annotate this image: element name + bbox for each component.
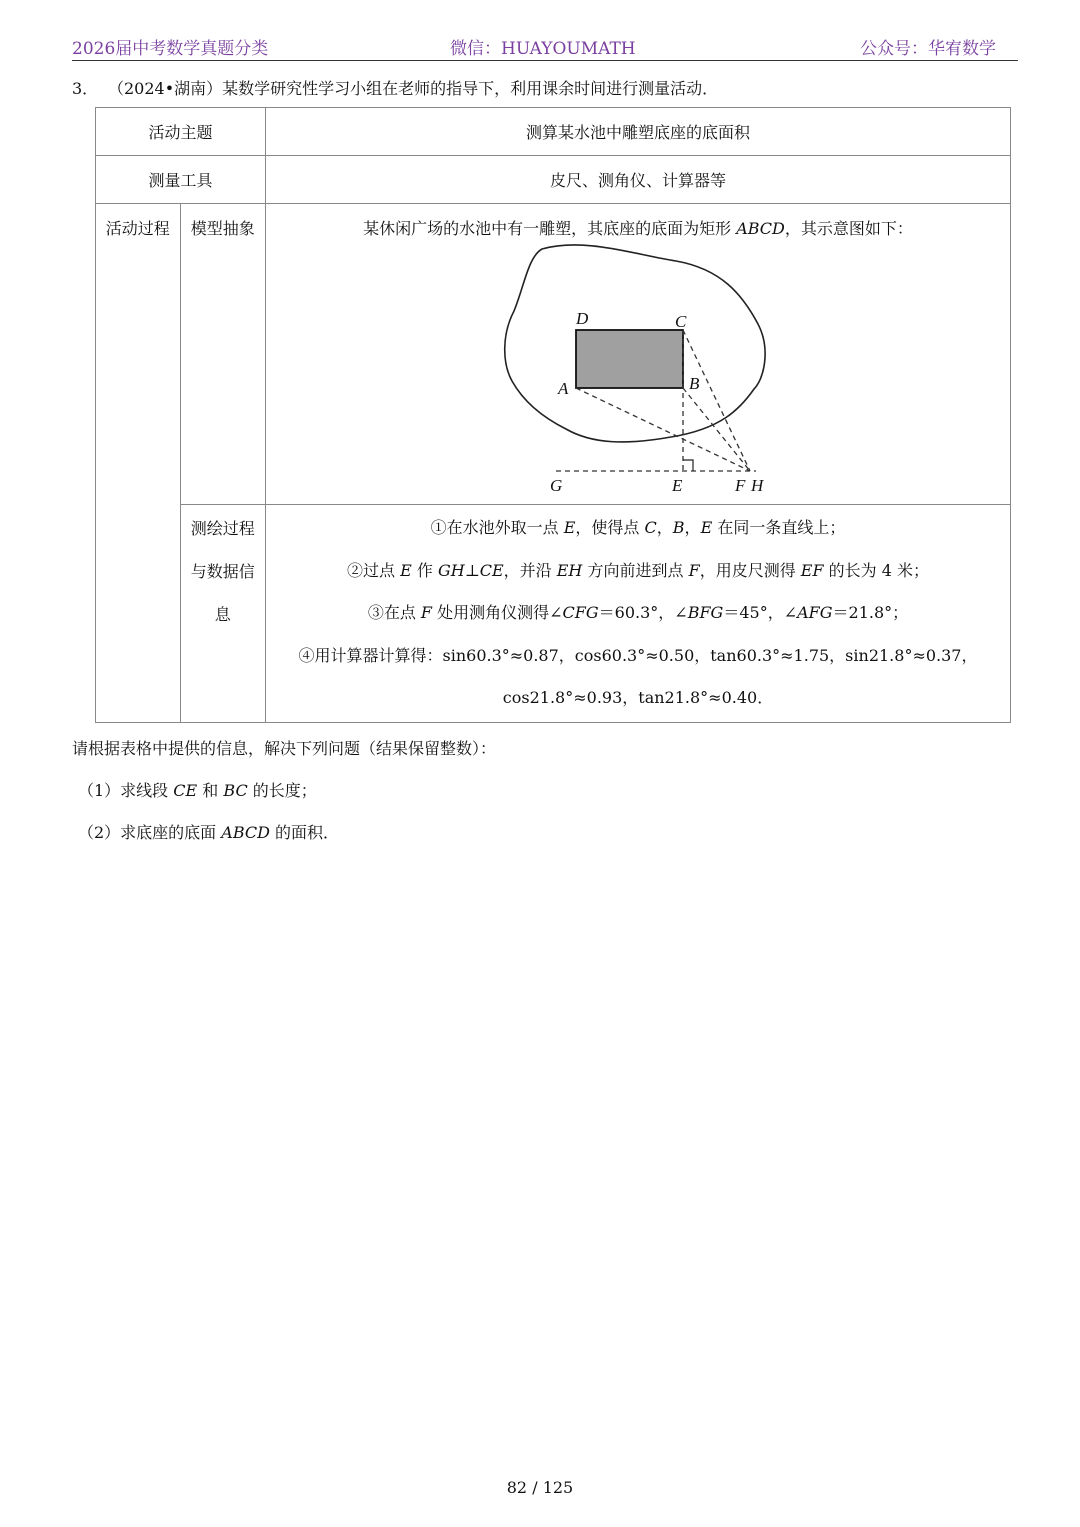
table-row xyxy=(96,156,1011,204)
question-title xyxy=(72,76,718,99)
survey-label: 测绘过程 与数据信 息 xyxy=(180,505,266,723)
line-bf xyxy=(683,388,750,471)
right-angle-mark xyxy=(683,460,693,471)
tools-value: 皮尺、测角仪、计算器等 xyxy=(266,156,1011,204)
page-number: 82 / 125 xyxy=(506,1478,574,1497)
step-2: ②过点 E 作 GH⊥CE，并沿 EH 方向前进到点 F，用皮尺测得 EF 的长为 4 米； xyxy=(346,560,930,580)
line-af xyxy=(576,388,750,471)
model-cell xyxy=(266,204,1011,505)
label-c: C xyxy=(675,312,687,331)
base-rectangle xyxy=(576,330,683,388)
process-label: 活动过程 xyxy=(96,204,181,723)
label-f: F xyxy=(735,476,746,495)
header-series-title: 2026届中考数学真题分类 xyxy=(72,39,269,59)
step-1: ①在水池外取一点 E，使得点 C，B，E 在同一条直线上； xyxy=(430,518,846,537)
label-h: H xyxy=(751,476,764,495)
survey-steps xyxy=(266,505,1011,723)
question-part-2: （2）求底座的底面 ABCD 的面积． xyxy=(78,823,340,842)
question-part-1: （1）求线段 CE 和 BC 的长度； xyxy=(78,781,317,800)
table-row xyxy=(96,204,1011,505)
activity-theme-label: 活动主题 xyxy=(96,108,266,156)
question-number: 3． xyxy=(72,79,99,98)
model-description: 某休闲广场的水池中有一雕塑，其底座的底面为矩形 ABCD，其示意图如下： xyxy=(363,219,913,238)
table-row xyxy=(96,505,1011,723)
tools-label: 测量工具 xyxy=(96,156,266,204)
step-3: ③在点 F 处用测角仪测得∠CFG＝60.3°，∠BFG＝45°，∠AFG＝21.8°； xyxy=(367,603,909,622)
table-row xyxy=(96,108,1011,156)
page-header xyxy=(72,32,1018,61)
step-4-line-2: cos21.8°≈0.93，tan21.8°≈0.40． xyxy=(502,688,774,707)
label-g: G xyxy=(550,476,563,495)
model-label: 模型抽象 xyxy=(180,204,266,505)
step-4-line-1: ④用计算器计算得：sin60.3°≈0.87，cos60.3°≈0.50，tan60.3°≈1.75，sin21.8°≈0.37， xyxy=(298,645,978,665)
question-text: （2024•湖南）某数学研究性学习小组在老师的指导下，利用课余时间进行测量活动． xyxy=(108,79,719,98)
pool-diagram xyxy=(266,239,1010,501)
activity-theme-value: 测算某水池中雕塑底座的底面积 xyxy=(266,108,1011,156)
label-a: A xyxy=(558,379,569,398)
header-wechat: 微信：HUAYOUMATH xyxy=(450,39,636,59)
activity-table xyxy=(95,107,1011,723)
label-e: E xyxy=(672,476,683,495)
label-b: B xyxy=(689,374,700,393)
instructions: 请根据表格中提供的信息，解决下列问题（结果保留整数）： xyxy=(72,739,497,758)
label-d: D xyxy=(576,309,589,328)
header-public-account: 公众号：华宥数学 xyxy=(860,39,996,59)
line-cf xyxy=(683,330,750,471)
